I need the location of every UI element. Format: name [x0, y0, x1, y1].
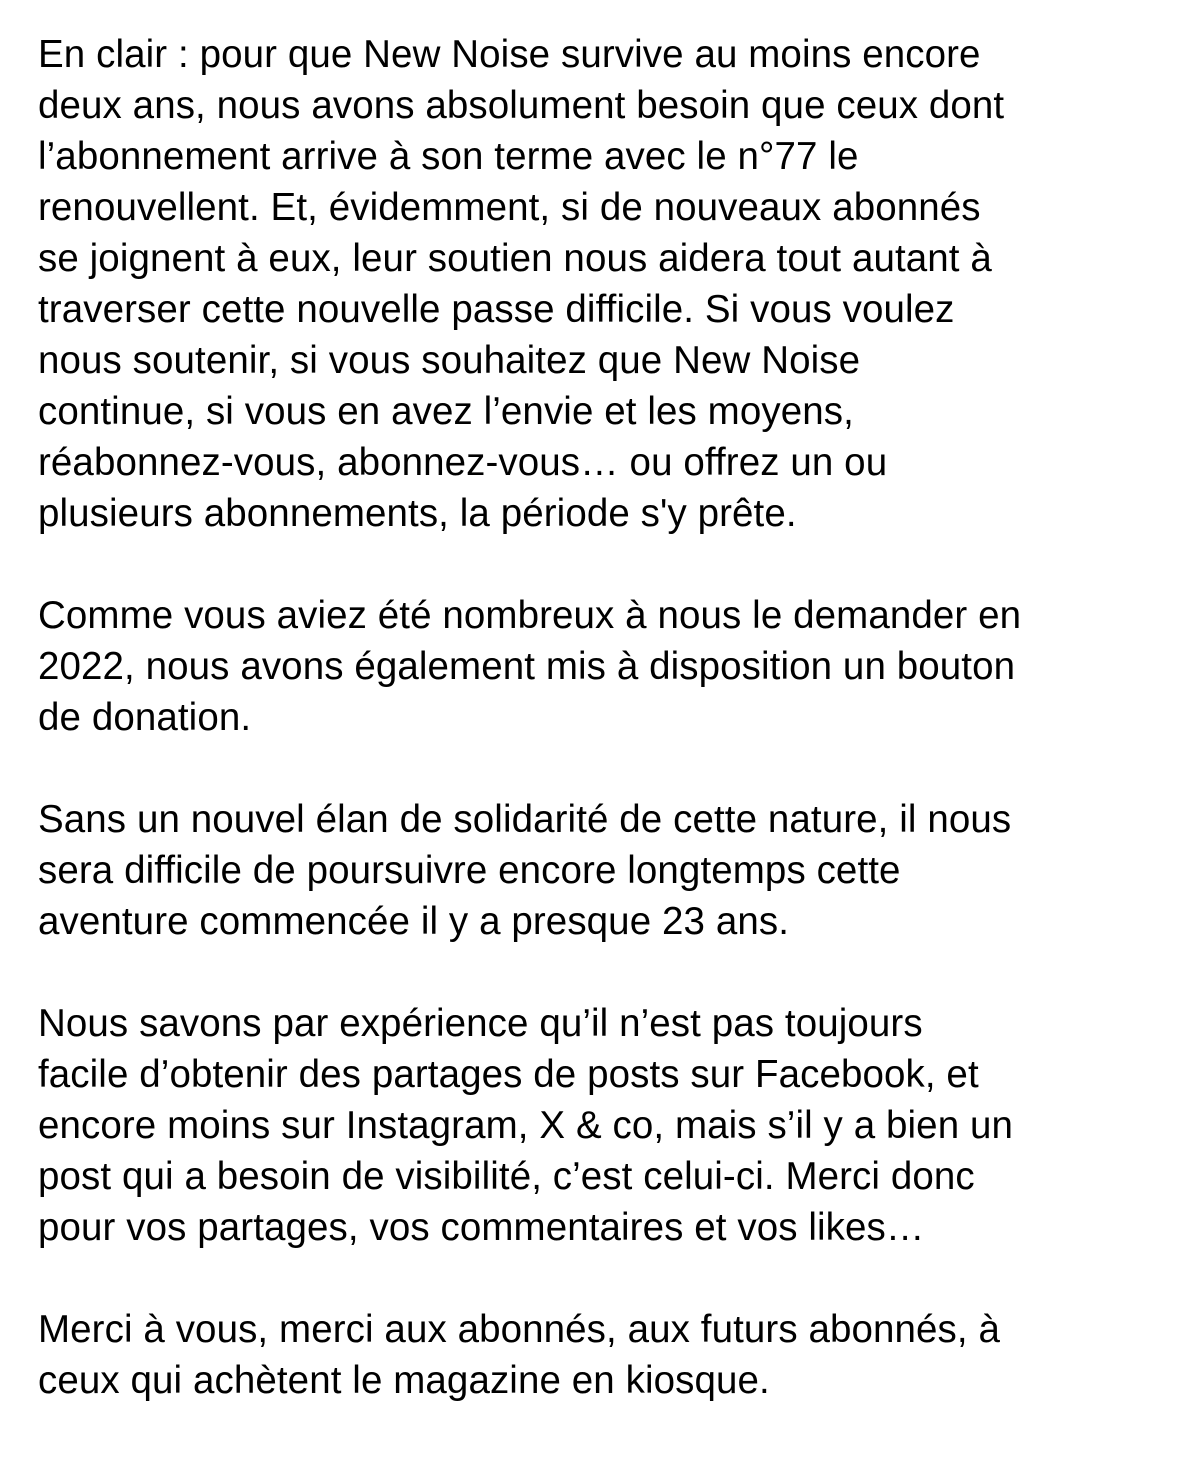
- text-line: traverser cette nouvelle passe difficile. Si vous voulez: [38, 288, 955, 331]
- text-line: ceux qui achètent le magazine en kiosque.: [38, 1359, 770, 1402]
- text-line: renouvellent. Et, évidemment, si de nouveaux abonnés: [38, 186, 981, 229]
- text-line: aventure commencée il y a presque 23 ans.: [38, 900, 789, 943]
- text-line: sera difficile de poursuivre encore longtemps cette: [38, 849, 901, 892]
- text-line: deux ans, nous avons absolument besoin que ceux dont: [38, 84, 1005, 127]
- text-line: post qui a besoin de visibilité, c’est celui-ci. Merci donc: [38, 1155, 975, 1198]
- paragraph-solidarity: [38, 794, 1148, 947]
- paragraph-sharing-request: [38, 998, 1148, 1253]
- paragraph-thanks: [38, 1304, 1148, 1406]
- text-line: Comme vous aviez été nombreux à nous le demander en: [38, 594, 1022, 637]
- text-line: Merci à vous, merci aux abonnés, aux futurs abonnés, à: [38, 1308, 1000, 1351]
- text-line: pour vos partages, vos commentaires et vos likes…: [38, 1206, 925, 1249]
- text-line: 2022, nous avons également mis à disposition un bouton: [38, 645, 1016, 688]
- text-line: Nous savons par expérience qu’il n’est pas toujours: [38, 1002, 923, 1045]
- post-text-body: [38, 29, 1148, 1457]
- paragraph-donation: [38, 590, 1148, 743]
- text-line: se joignent à eux, leur soutien nous aidera tout autant à: [38, 237, 992, 280]
- text-line: plusieurs abonnements, la période s'y prête.: [38, 492, 797, 535]
- paragraph-subscription-appeal: [38, 29, 1148, 539]
- text-line: En clair : pour que New Noise survive au moins encore: [38, 33, 981, 76]
- text-line: réabonnez-vous, abonnez-vous… ou offrez un ou: [38, 441, 888, 484]
- text-line: l’abonnement arrive à son terme avec le n°77 le: [38, 135, 859, 178]
- text-line: continue, si vous en avez l’envie et les moyens,: [38, 390, 854, 433]
- text-line: nous soutenir, si vous souhaitez que New Noise: [38, 339, 861, 382]
- text-line: de donation.: [38, 696, 252, 739]
- text-line: facile d’obtenir des partages de posts sur Facebook, et: [38, 1053, 979, 1096]
- text-line: encore moins sur Instagram, X & co, mais s’il y a bien un: [38, 1104, 1014, 1147]
- text-line: Sans un nouvel élan de solidarité de cette nature, il nous: [38, 798, 1012, 841]
